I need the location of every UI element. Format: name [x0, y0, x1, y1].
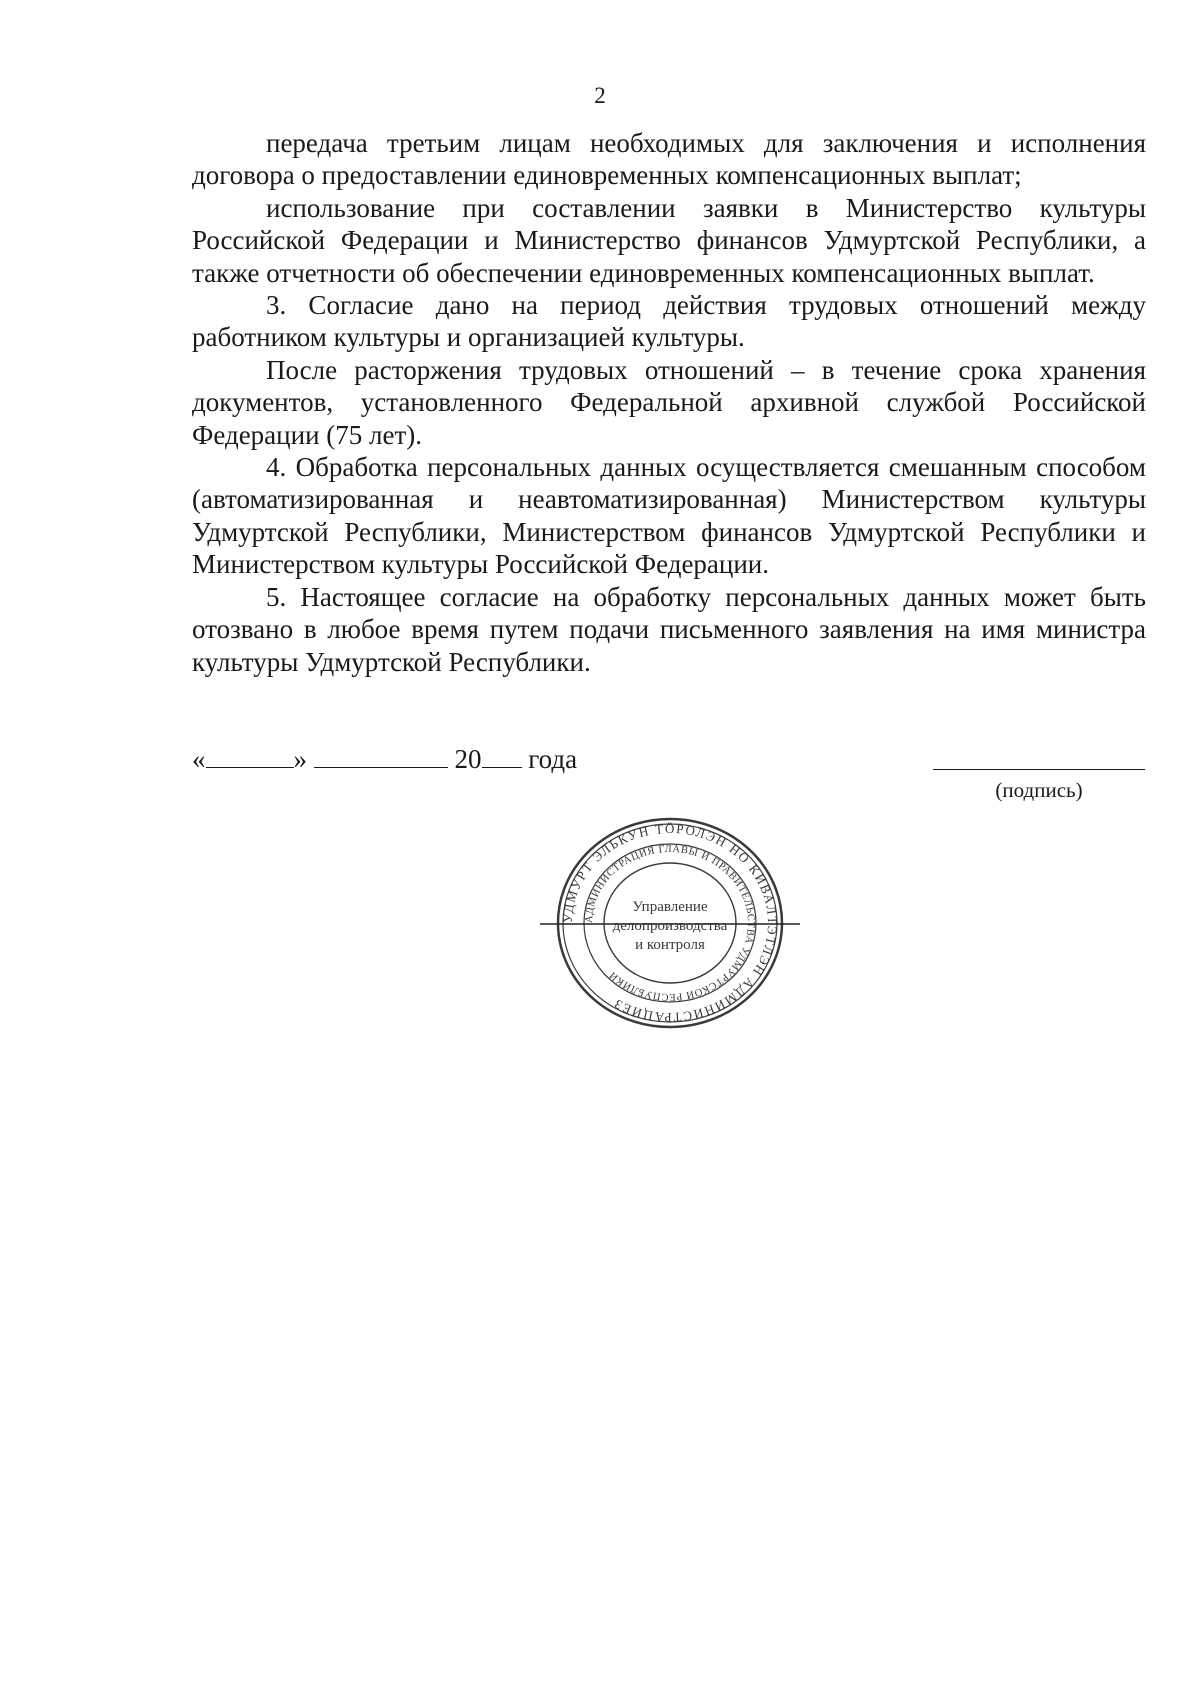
official-seal: [540, 810, 800, 1036]
seal-center-line-1: Управление: [632, 899, 708, 915]
seal-outer-text: УДМУРТ ЭЛЬКУН ТӦРОЛЭН НО КИВАЛТЭТЛЭН АДМИНИСТРАЦИЕЗ: [559, 820, 781, 1026]
paragraph-after-termination: После расторжения трудовых отношений – в течение срока хранения документов, установленного Федеральной архивной службой Российской Федерации (75 лет).: [192, 354, 1146, 450]
seal-center-line-2: делопроизводства: [612, 918, 728, 934]
paragraph-revocation: 5. Настоящее согласие на обработку персональных данных может быть отозвано в любое время путем подачи письменного заявления на имя министра культуры Удмуртской Республики.: [192, 581, 1146, 677]
signature-caption: (подпись): [995, 778, 1083, 802]
seal-graphic: [540, 810, 800, 1036]
page-number: 2: [594, 83, 606, 108]
date-open-quote: «: [192, 744, 206, 774]
paragraph-application-use: использование при составлении заявки в Министерство культуры Российской Федерации и Министерство финансов Удмуртской Республики, а также отчетности об обеспечении единовременных компенсационных выплат.: [192, 192, 1146, 288]
seal-center-line-3: и контроля: [635, 937, 705, 953]
day-blank: [206, 740, 294, 768]
signature-line: [933, 769, 1145, 770]
date-close-quote: »: [293, 744, 307, 774]
paragraph-processing-method: 4. Обработка персональных данных осуществляется смешанным способом (автоматизированная и неавтоматизированная) Министерством культуры Удмуртской Республики, Министерством финансов Удмуртской Республики и Министерством культуры Российской Федерации.: [192, 452, 1146, 580]
year-word: года: [528, 744, 578, 774]
document-body: [192, 127, 1146, 678]
year-prefix: 20: [454, 744, 482, 774]
date-line: [192, 740, 577, 776]
month-blank: [314, 740, 448, 768]
paragraph-consent-period: 3. Согласие дано на период действия трудовых отношений между работником культуры и организацией культуры.: [192, 290, 1146, 353]
paragraph-third-party-transfer: передача третьим лицам необходимых для заключения и исполнения договора о предоставлении единовременных компенсационных выплат;: [192, 128, 1146, 191]
year-blank: [482, 740, 522, 768]
seal-inner-text: АДМИНИСТРАЦИЯ ГЛАВЫ И ПРАВИТЕЛЬСТВА УДМУРТСКОЙ РЕСПУБЛИКИ: [583, 843, 757, 1003]
